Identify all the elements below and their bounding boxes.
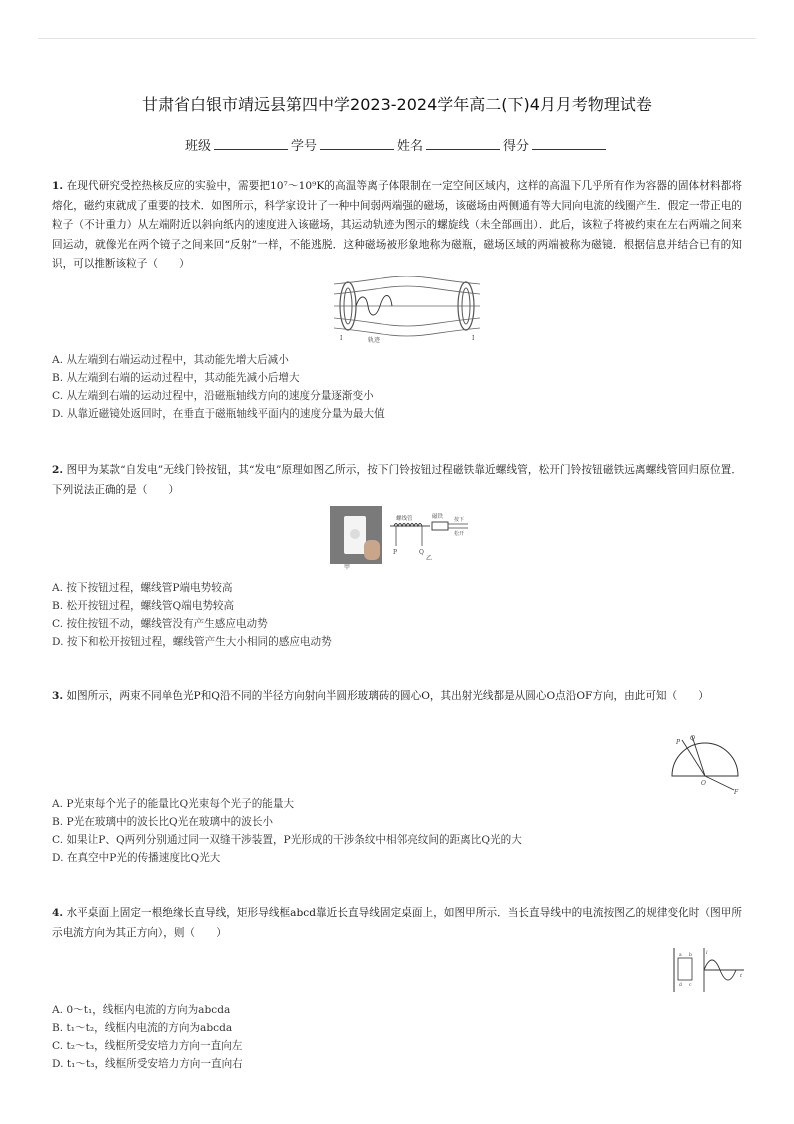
question-stem: 在现代研究受控热核反应的实验中，需要把10⁷～10⁹K的高温等离子体限制在一定空间区域内，这样的高温下几乎所有作为容器的固体材料都将熔化，磁约束就成了重要的技术．如图所示，科学家设计了一种中间弱两端强的磁场，该磁场由两侧通有等大同向电流的线圈产生．假定一带正电的粒子（不计重力）从左端附近以斜向纸内的速度进入该磁场，其运动轨迹为图示的螺旋线（未全部画出）．此后，该粒子将被约束在左右两端之间来回运动，就像光在两个镜子之间来回“反射”一样，不能逃脱．这种磁场被形象地称为磁瓶，磁场区域的两端被称为磁镜．根据信息并结合已有的知识，可以推断该粒子（ ） <box>52 180 742 270</box>
options-4 <box>52 1001 742 1073</box>
option-a[interactable]: A. 从左端到右端运动过程中，其动能先增大后减小 <box>52 354 289 366</box>
current-label-left: I <box>340 335 343 342</box>
options-1 <box>52 351 742 423</box>
point-f-label: F <box>734 789 739 796</box>
axis-t-label: t <box>740 973 743 979</box>
option-a[interactable]: A. P光束每个光子的能量比Q光束每个光子的能量大 <box>52 798 295 810</box>
option-c[interactable]: C. 从左端到右端的运动过程中，沿磁瓶轴线方向的速度分量逐渐变小 <box>52 390 374 402</box>
ray-p-label: P <box>676 739 681 746</box>
terminal-q-label: Q <box>419 549 424 556</box>
option-d[interactable]: D. 从靠近磁镜处返回时，在垂直于磁瓶轴线平面内的速度分量为最大值 <box>52 408 385 420</box>
question-4 <box>52 904 742 943</box>
options-3 <box>52 795 742 867</box>
student-info-line <box>0 135 794 154</box>
magnet-label: 磁铁 <box>432 514 444 520</box>
vertex-c-label: c <box>689 983 692 988</box>
question-number: 3. <box>52 690 64 702</box>
option-b[interactable]: B. 松开按钮过程，螺线管Q端电势较高 <box>52 600 235 612</box>
vertex-a-label: a <box>679 953 682 958</box>
option-d[interactable]: D. 在真空中P光的传播速度比Q光大 <box>52 852 221 864</box>
question-number: 2. <box>52 464 64 476</box>
option-b[interactable]: B. P光在玻璃中的波长比Q光在玻璃中的波长小 <box>52 816 274 828</box>
class-blank[interactable] <box>214 137 288 150</box>
figure-jia-label: 甲 <box>344 564 351 570</box>
option-b[interactable]: B. 从左端到右端的运动过程中，其动能先减小后增大 <box>52 372 300 384</box>
center-o-label: O <box>701 780 706 787</box>
coil-magnet-diagram <box>386 510 476 560</box>
page-title: 甘肃省白银市靖远县第四中学2023-2024学年高二(下)4月月考物理试卷 <box>142 95 652 114</box>
question-2 <box>52 461 742 500</box>
question-stem: 图甲为某款“自发电”无线门铃按钮，其“发电”原理如图乙所示，按下门铃按钮过程磁铁靠近螺线管，松开门铃按钮磁铁远离螺线管回归原位置．下列说法正确的是（ ） <box>52 464 742 496</box>
vertex-b-label: b <box>689 953 692 958</box>
question-number: 1. <box>52 180 64 192</box>
option-c[interactable]: C. 如果让P、Q两列分别通过同一双缝干涉装置，P光形成的干涉条纹中相邻亮纹间的距离比Q光的大 <box>52 834 522 846</box>
ray-q-label: Q <box>690 735 695 742</box>
option-d[interactable]: D. 按下和松开按钮过程，螺线管产生大小相同的感应电动势 <box>52 636 332 648</box>
semicircle-glass-figure <box>668 732 744 796</box>
name-label: 姓名 <box>397 139 424 154</box>
axis-i-label: i <box>706 950 708 956</box>
question-number: 4. <box>52 907 64 919</box>
question-1 <box>52 177 742 275</box>
question-3 <box>52 687 742 707</box>
option-c[interactable]: C. 按住按钮不动，螺线管没有产生感应电动势 <box>52 618 268 630</box>
option-a[interactable]: A. 按下按钮过程，螺线管P端电势较高 <box>52 582 233 594</box>
push-label: 按下 <box>454 517 465 523</box>
vertex-d-label: d <box>679 983 682 988</box>
class-label: 班级 <box>184 139 211 154</box>
current-label-right: I <box>472 335 475 342</box>
option-d[interactable]: D. t₁～t₃，线框所受安培力方向一直向右 <box>52 1058 243 1070</box>
question-stem: 水平桌面上固定一根绝缘长直导线，矩形导线框abcd靠近长直导线固定桌面上，如图甲所示．当长直导线中的电流按图乙的规律变化时（图甲所示电流方向为其正方向），则（ ） <box>52 907 742 939</box>
header-divider <box>38 38 756 39</box>
terminal-p-label: P <box>393 549 398 556</box>
doorbell-photo <box>330 506 382 570</box>
name-blank[interactable] <box>426 137 500 150</box>
trajectory-label: 轨迹 <box>368 337 381 344</box>
question-stem: 如图所示，两束不同单色光P和Q沿不同的半径方向射向半圆形玻璃砖的圆心O，其出射光线都是从圆心O点沿OF方向，由此可知（ ） <box>66 690 709 702</box>
figure-yi-label: 乙 <box>426 555 433 560</box>
options-2 <box>52 579 742 651</box>
option-a[interactable]: A. 0～t₁，线框内电流的方向为abcda <box>52 1004 231 1016</box>
option-c[interactable]: C. t₂～t₃，线框所受安培力方向一直向左 <box>52 1040 243 1052</box>
release-label: 松开 <box>454 531 465 537</box>
magnetic-bottle-figure <box>326 276 488 344</box>
id-blank[interactable] <box>320 137 394 150</box>
score-blank[interactable] <box>532 137 606 150</box>
score-label: 得分 <box>503 139 530 154</box>
id-label: 学号 <box>290 139 317 154</box>
coil-label: 螺线管 <box>396 516 413 522</box>
wire-frame-current-figure <box>664 946 746 996</box>
option-b[interactable]: B. t₁～t₂，线框内电流的方向为abcda <box>52 1022 233 1034</box>
